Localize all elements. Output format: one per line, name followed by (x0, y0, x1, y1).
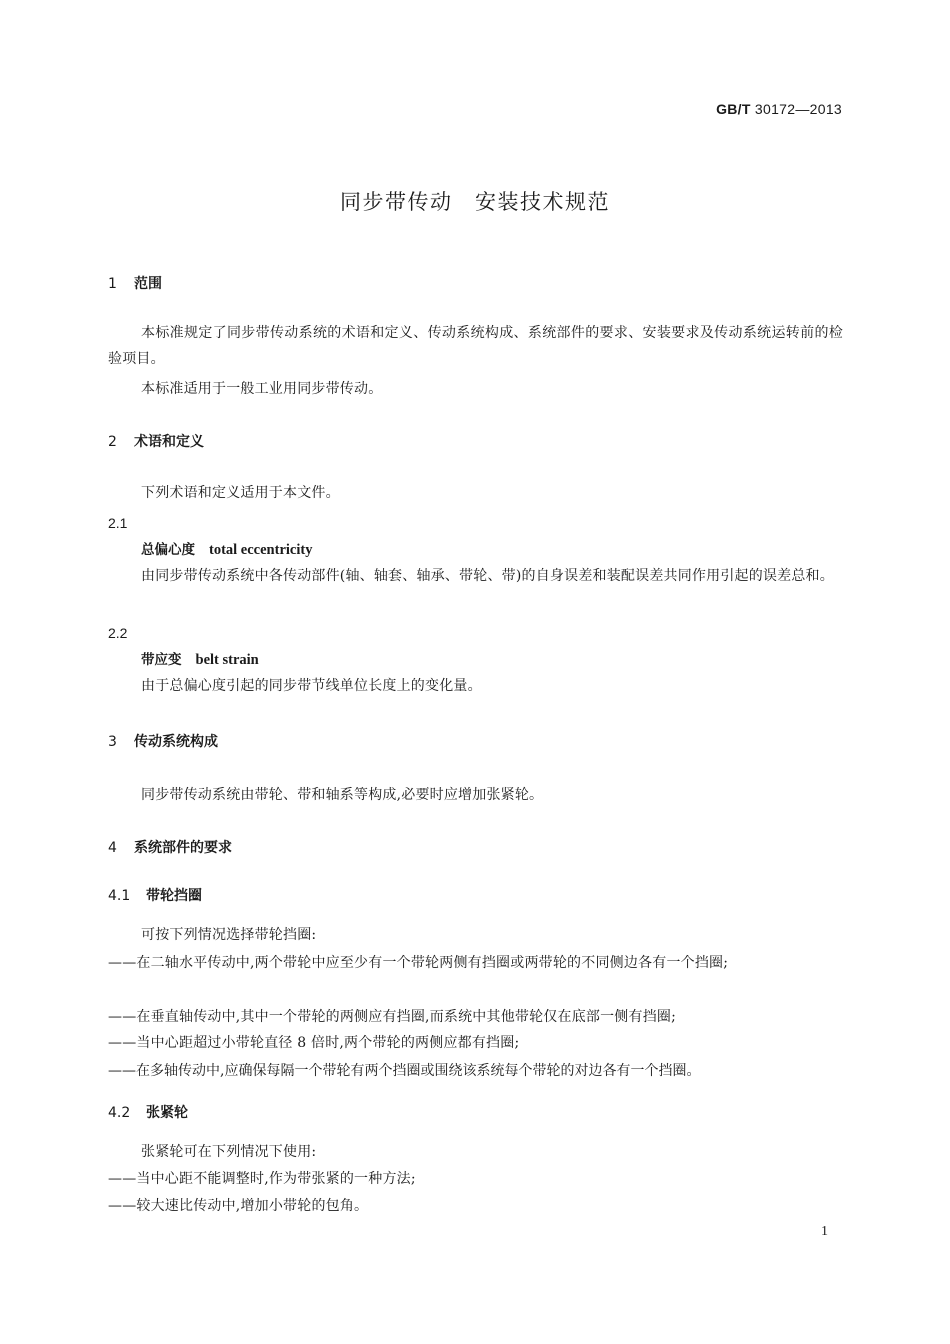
term-english: total eccentricity (209, 542, 313, 558)
term-2-1-number: 2.1 (108, 515, 128, 531)
section-4-1-intro: 可按下列情况选择带轮挡圈: (141, 927, 317, 943)
section-title: 带轮挡圈 (146, 888, 202, 904)
list-item: ——较大速比传动中,增加小带轮的包角。 (108, 1198, 369, 1214)
section-title: 张紧轮 (146, 1105, 188, 1121)
section-title: 范围 (134, 276, 162, 292)
section-title: 传动系统构成 (134, 734, 218, 750)
section-4-heading (108, 838, 843, 858)
list-item: ——在多轴传动中,应确保每隔一个带轮有两个挡圈或围绕该系统每个带轮的对边各有一个挡圈。 (108, 1063, 701, 1079)
list-item: ——当中心距不能调整时,作为带张紧的一种方法; (108, 1171, 416, 1187)
term-2-1-name (108, 539, 876, 561)
standard-code: 30172—2013 (754, 101, 842, 117)
term-chinese: 带应变 (141, 652, 182, 668)
section-number: 3 (108, 734, 117, 750)
section-3-heading (108, 732, 843, 752)
list-item: ——在二轴水平传动中,两个带轮中应至少有一个带轮两侧有挡圈或两带轮的不同侧边各有一个挡圈; (108, 955, 729, 971)
term-2-2-number: 2.2 (108, 625, 128, 641)
section-1-paragraph-1: 本标准规定了同步带传动系统的术语和定义、传动系统构成、系统部件的要求、安装要求及传动系统运转前的检验项目。 (108, 325, 843, 367)
section-number: 4 (108, 840, 117, 856)
term-english: belt strain (195, 652, 259, 668)
section-2-heading (108, 432, 843, 452)
standard-prefix: GB/T (716, 101, 751, 117)
section-number: 4.2 (108, 1105, 131, 1121)
document-title: 同步带传动 安装技术规范 (340, 190, 610, 214)
term-2-2-name (108, 649, 876, 671)
list-item: ——当中心距超过小带轮直径 8 倍时,两个带轮的两侧应都有挡圈; (108, 1035, 520, 1051)
section-3-paragraph-1: 同步带传动系统由带轮、带和轴系等构成,必要时应增加张紧轮。 (141, 787, 544, 803)
section-2-paragraph-1: 下列术语和定义适用于本文件。 (141, 485, 340, 501)
section-1-paragraph-2: 本标准适用于一般工业用同步带传动。 (141, 381, 383, 397)
term-2-1-definition: 由同步带传动系统中各传动部件(轴、轴套、轴承、带轮、带)的自身误差和装配误差共同作用引起的误差总和。 (141, 568, 834, 584)
section-number: 4.1 (108, 888, 131, 904)
standard-number (716, 101, 842, 117)
section-1-heading (108, 274, 843, 294)
section-number: 2 (108, 434, 117, 450)
page-number: 1 (821, 1224, 828, 1239)
section-title: 系统部件的要求 (134, 840, 232, 856)
section-4-1-heading (108, 886, 843, 906)
section-title: 术语和定义 (134, 434, 204, 450)
term-chinese: 总偏心度 (141, 542, 195, 558)
list-item: ——在垂直轴传动中,其中一个带轮的两侧应有挡圈,而系统中其他带轮仅在底部一侧有挡圈; (108, 1009, 677, 1025)
section-4-2-intro: 张紧轮可在下列情况下使用: (141, 1144, 317, 1160)
term-2-2-definition: 由于总偏心度引起的同步带节线单位长度上的变化量。 (141, 678, 482, 694)
section-4-2-heading (108, 1103, 843, 1123)
section-number: 1 (108, 276, 117, 292)
